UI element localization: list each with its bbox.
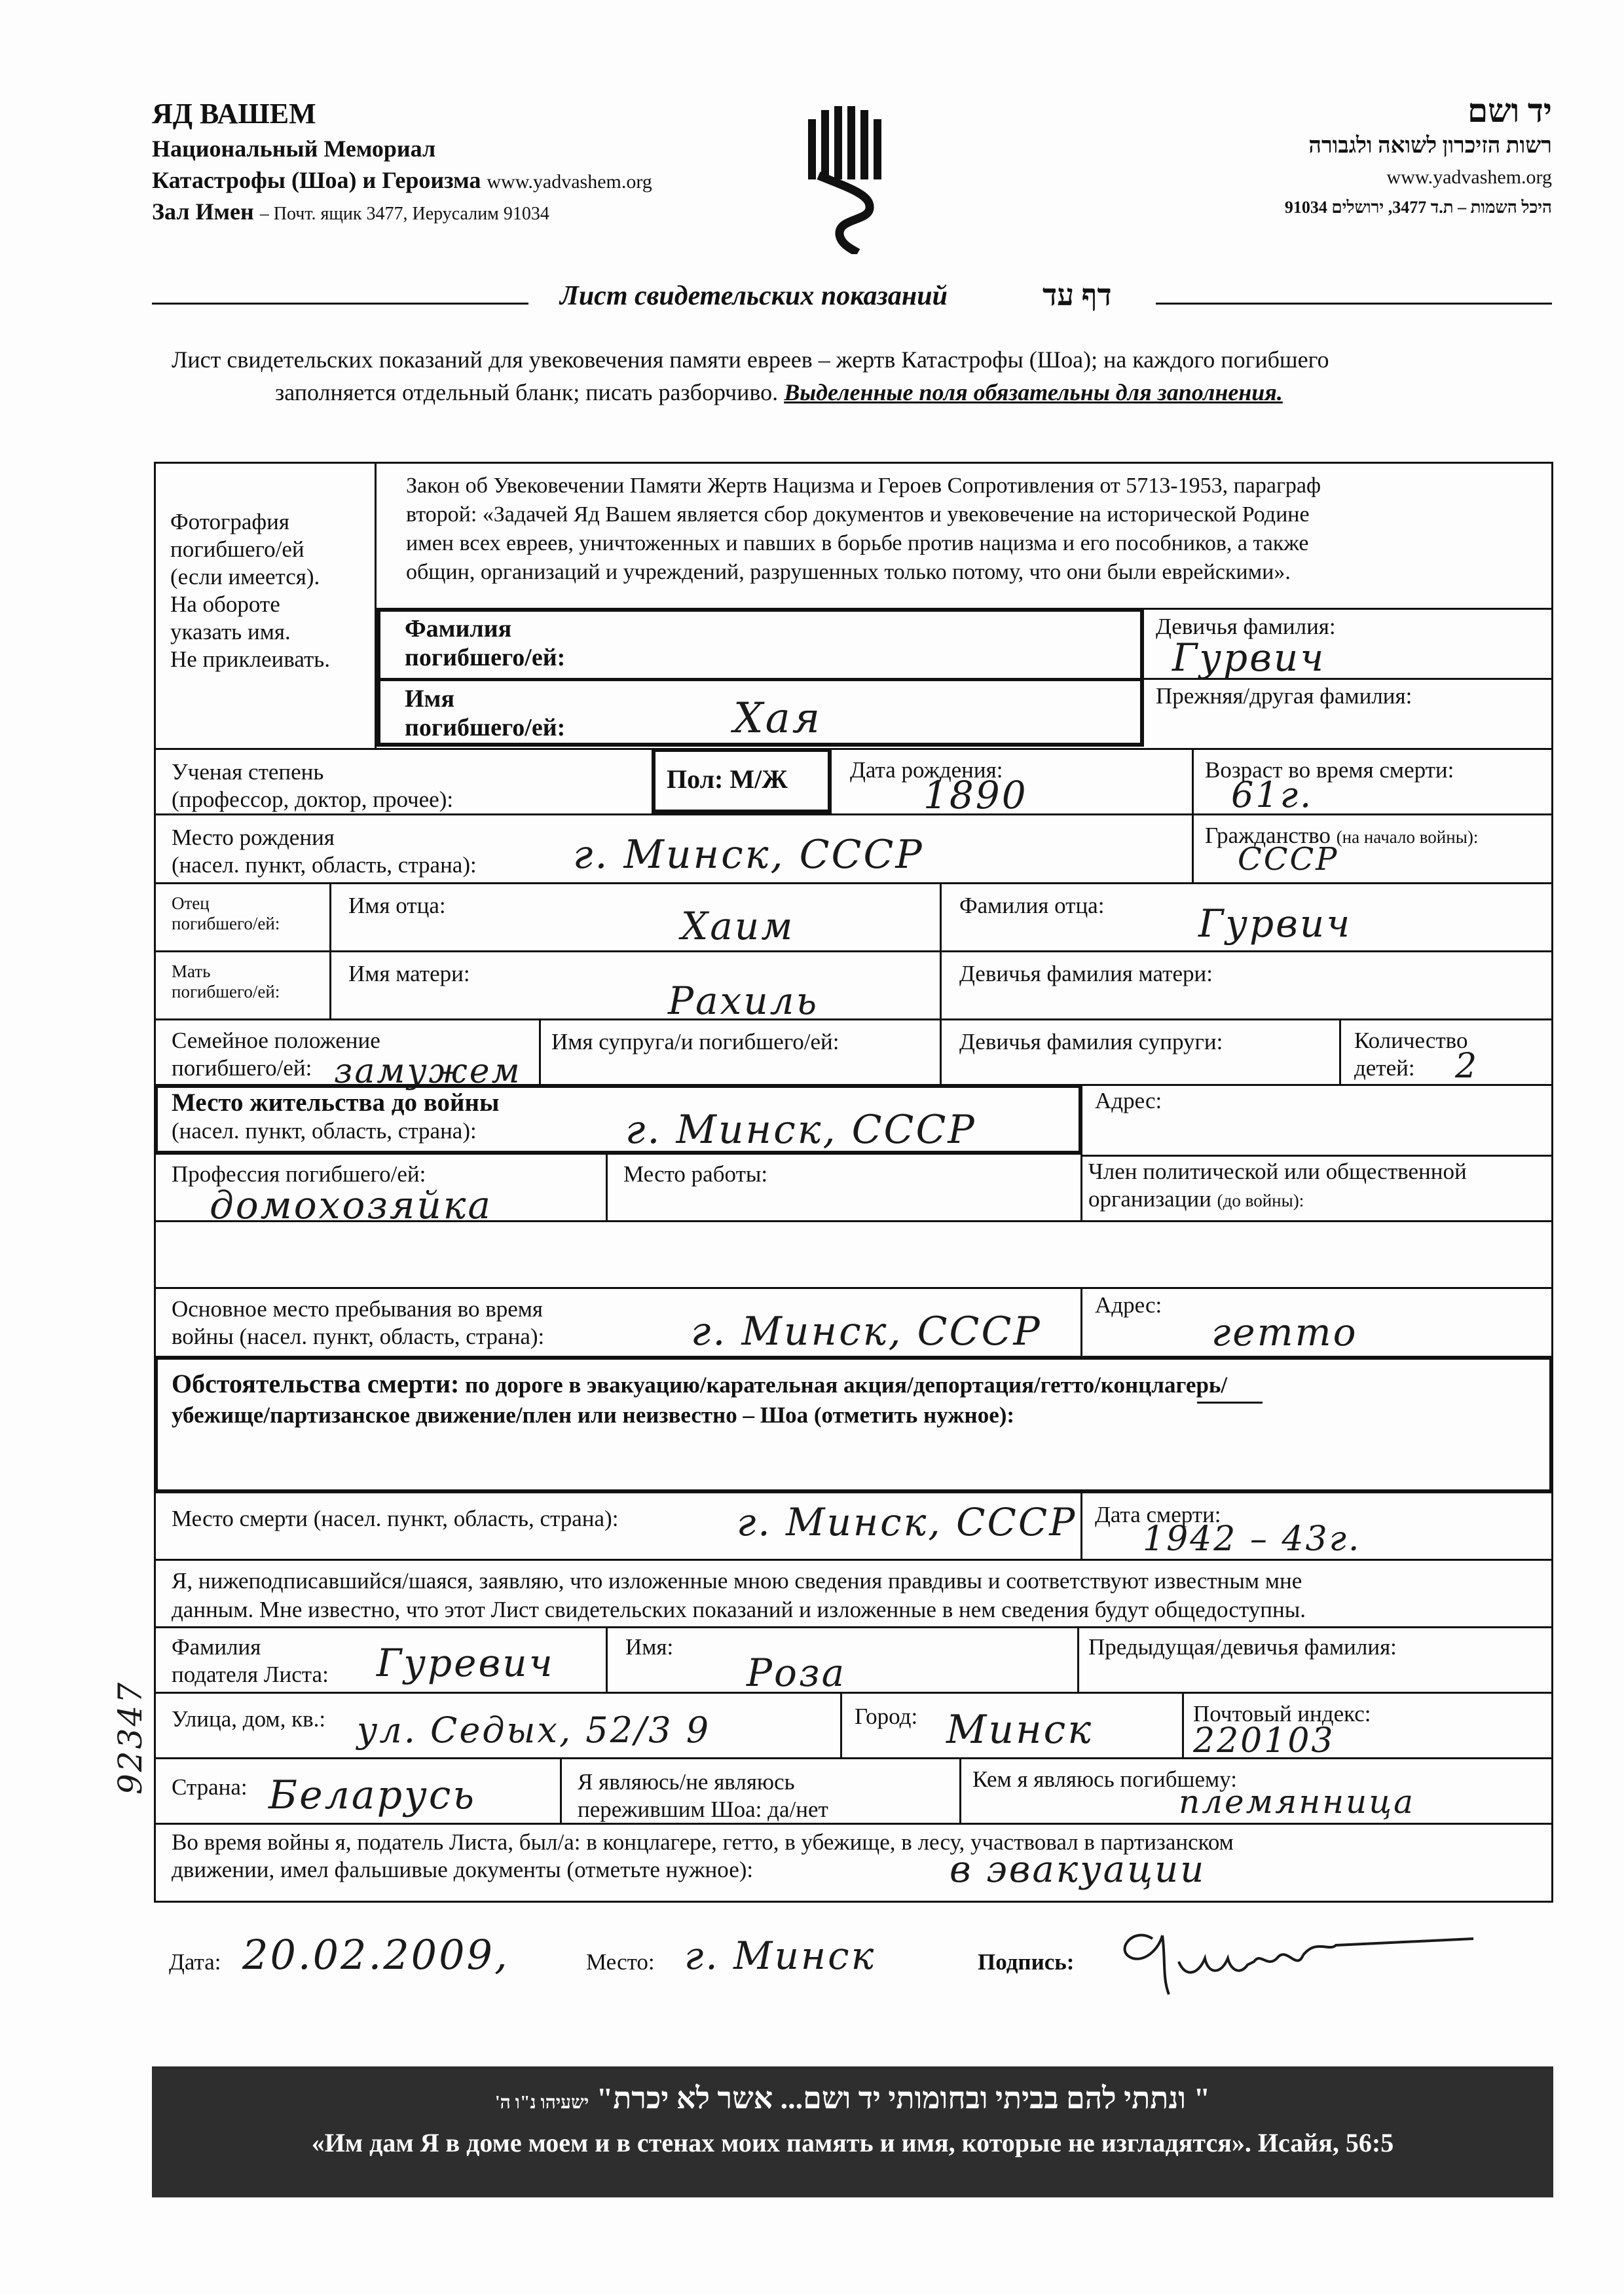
footer-banner <box>152 2066 1553 2197</box>
date-value[interactable]: 20.02.2009, <box>242 1931 509 1979</box>
org-member-label <box>1088 1158 1467 1214</box>
submitter-name-value[interactable]: Роза <box>747 1651 847 1695</box>
intro-required: Выделенные поля обязательны для заполнения. <box>784 379 1283 405</box>
father-name-value[interactable]: Хаим <box>681 904 795 948</box>
signature-label: Подпись: <box>978 1949 1075 1975</box>
residence-address-top <box>1080 1084 1553 1086</box>
spouse-name-label: Имя супруга/и погибшего/ей: <box>551 1029 840 1054</box>
date-label: Дата: <box>169 1949 221 1975</box>
photo-l5: указать имя. <box>170 619 291 644</box>
mother-maiden-label: Девичья фамилия матери: <box>959 961 1213 986</box>
title-rule-right <box>1156 303 1552 305</box>
degree-label-l1: Ученая степень <box>172 759 324 785</box>
website-ru: www.yadvashem.org <box>487 171 652 193</box>
victim-surname-label <box>405 614 565 672</box>
org-member-label-l2: организации <box>1088 1186 1211 1212</box>
birthplace-label-l1: Место рождения <box>172 825 335 850</box>
workplace-label: Место работы: <box>623 1161 768 1187</box>
city-value[interactable]: Минск <box>946 1707 1094 1753</box>
marital-label-l1: Семейное положение <box>172 1028 380 1053</box>
law-text <box>406 472 1545 587</box>
photo-l4: На обороте <box>170 591 280 617</box>
war-place-divider <box>1080 1287 1082 1356</box>
death-place-value[interactable]: г. Минск, СССР <box>737 1500 1077 1544</box>
spouse-maiden-label: Девичья фамилия супруги: <box>959 1029 1223 1054</box>
submitter-prev-surname-label: Предыдущая/девичья фамилия: <box>1088 1634 1397 1660</box>
hall-address-he: היכל השמות – ת.ד 3477, ירושלים 91034 <box>1284 198 1552 217</box>
victim-name-label <box>405 684 565 742</box>
website-he: www.yadvashem.org <box>1386 166 1552 188</box>
sex-label: Пол: М/Ж <box>667 764 788 794</box>
victim-name-label-l2: погибшего/ей: <box>405 714 566 741</box>
city-label: Город: <box>855 1704 918 1729</box>
declaration-l2: данным. Мне известно, что этот Лист свидетельских показаний и изложенные в нем сведения будут общедоступны. <box>172 1597 1306 1622</box>
country-row-top <box>154 1757 1553 1759</box>
citizenship-value[interactable]: СССР <box>1238 841 1339 878</box>
profession-bottom <box>154 1220 1553 1222</box>
org-line2-ru: Национальный Мемориал <box>152 136 436 162</box>
postal-label: Почтовый индекс: <box>1193 1701 1371 1726</box>
sub-prev-divider <box>1077 1626 1079 1692</box>
spouse-divider <box>940 1018 942 1084</box>
row-mother-top <box>154 950 1553 952</box>
row-degree-top <box>154 748 1553 750</box>
residence-label <box>172 1089 499 1145</box>
residence-label-l2: (насел. пункт, область, страна): <box>172 1118 477 1144</box>
marital-divider <box>539 1018 541 1084</box>
victim-name-divider <box>377 678 1144 681</box>
victim-surname-label-l1: Фамилия <box>405 615 512 643</box>
org-line3-ru: Катастрофы (Шоа) и Героизма <box>152 167 481 193</box>
victim-name-label-l1: Имя <box>405 685 454 713</box>
father-row-label <box>172 893 280 934</box>
war-address-label: Адрес: <box>1095 1292 1162 1318</box>
mother-row-label-l2: погибшего/ей: <box>172 982 280 1001</box>
street-value[interactable]: ул. Седых, 52/3 9 <box>357 1709 711 1751</box>
maiden-label: Девичья фамилия: <box>1156 614 1336 639</box>
law-l2: второй: «Задачей Яд Вашем является сбор документов и увековечение на исторической Родине <box>406 502 1310 527</box>
wartime-label-l2: движении, имел фальшивые документы (отметьте нужное): <box>172 1857 754 1882</box>
org-line2-he: רשות הזיכרון לשואה ולגבורה <box>1308 134 1552 158</box>
place-value[interactable]: г. Минск <box>684 1933 876 1978</box>
law-l3: имен всех евреев, уничтоженных и павших в борьбе против нацизма и его пособников, а также <box>406 531 1309 555</box>
row-birthplace-top <box>154 813 1553 815</box>
prev-surname-label: Прежняя/другая фамилия: <box>1156 683 1412 709</box>
profession-value[interactable]: домохозяйка <box>210 1183 492 1227</box>
father-row-label-l2: погибшего/ей: <box>172 914 280 933</box>
submitter-surname-value[interactable]: Гуревич <box>377 1641 555 1685</box>
org-member-label-l1: Член политической или общественной <box>1088 1159 1467 1184</box>
submitter-top <box>154 1626 1553 1628</box>
hall-line-ru <box>152 198 549 225</box>
circumstances-text <box>172 1369 1540 1430</box>
org-name-he: יד ושם <box>1467 92 1552 129</box>
relation-label: Кем я являюсь погибшему: <box>972 1766 1237 1792</box>
survivor-divider <box>560 1757 562 1823</box>
residence-address-label: Адрес: <box>1095 1088 1162 1113</box>
footer-quote-ru: «Им дам Я в доме моем и в стенах моих память и имя, которые не изгладятся». Исайя, 56:5 <box>311 2128 1394 2157</box>
footer-quote-he: " ונתתי להם בביתי ובחומותי יד ושם... אשר לא יכרת" <box>596 2081 1211 2115</box>
dob-age-divider <box>1192 748 1194 813</box>
submitter-surname-label-l1: Фамилия <box>172 1634 261 1660</box>
photo-l3: (если имеется). <box>170 564 320 589</box>
intro-line1: Лист свидетельских показаний для увековечения памяти евреев – жертв Катастрофы (Шоа); на каждого погибшего <box>172 346 1329 373</box>
survivor-options[interactable]: да/нет <box>767 1797 828 1822</box>
profession-label: Профессия погибшего/ей: <box>172 1161 426 1187</box>
circumstances-options-l2: убежище/партизанское движение/плен или неизвестно – Шоа (отметить нужное): <box>172 1402 1015 1428</box>
profession-divider <box>606 1155 608 1220</box>
photo-instructions <box>170 508 367 673</box>
father-row-label-l1: Отец <box>172 893 210 913</box>
signature-mark[interactable] <box>1107 1912 1486 1998</box>
street-row-top <box>154 1692 1553 1694</box>
residence-value[interactable]: г. Минск, СССР <box>625 1107 976 1153</box>
circumstances-options-l1: по дороге в эвакуацию/карательная акция/депортация/гетто/концлагерь/ <box>465 1372 1228 1398</box>
children-value[interactable]: 2 <box>1455 1047 1479 1086</box>
father-surname-label: Фамилия отца: <box>959 893 1105 918</box>
mother-row-label-l1: Мать <box>172 961 211 981</box>
children-divider <box>1339 1018 1341 1084</box>
profession-top-right <box>1080 1155 1553 1157</box>
hall-address-ru: – Почт. ящик 3477, Иерусалим 91034 <box>259 204 549 224</box>
place-label: Место: <box>586 1949 655 1975</box>
form-title-ru: Лист свидетельских показаний <box>560 281 948 311</box>
postal-divider <box>1182 1692 1184 1757</box>
maiden-value[interactable]: Гурвич <box>1172 635 1326 680</box>
country-label: Страна: <box>172 1774 248 1800</box>
law-l1: Закон об Увековечении Памяти Жертв Нацизма и Героев Сопротивления от 5713-1953, параграф <box>406 474 1321 498</box>
survivor-label-l1: Я являюсь/не являюсь <box>578 1769 795 1795</box>
degree-label-l2: (профессор, доктор, прочее): <box>172 787 454 812</box>
street-label: Улица, дом, кв.: <box>172 1706 326 1732</box>
postal-value[interactable]: 220103 <box>1193 1721 1335 1761</box>
father-name-label: Имя отца: <box>348 893 446 918</box>
photo-l6: Не приклеивать. <box>170 646 330 672</box>
father-surname-value[interactable]: Гурвич <box>1198 901 1352 946</box>
wartime-row-top <box>154 1823 1553 1825</box>
residence-label-l1: Место жительства до войны <box>172 1089 500 1117</box>
war-place-label-l2: войны (насел. пункт, область, страна): <box>172 1324 545 1349</box>
victim-name-value[interactable]: Хая <box>733 694 822 743</box>
war-place-label <box>172 1296 544 1351</box>
children-label-l2: детей: <box>1354 1055 1415 1081</box>
circumstances-label: Обстоятельства смерти: <box>172 1369 460 1398</box>
dob-value[interactable]: 1890 <box>923 773 1028 817</box>
intro-line2: заполняется отдельный бланк; писать разборчиво. <box>275 379 779 405</box>
children-label-l1: Количество <box>1354 1028 1468 1053</box>
wartime-value[interactable]: в эвакуации <box>950 1848 1206 1891</box>
submitter-surname-label-l2: подателя Листа: <box>172 1662 329 1687</box>
age-label: Возраст во время смерти: <box>1205 757 1454 783</box>
citizenship-divider <box>1192 813 1194 882</box>
death-date-label: Дата смерти: <box>1095 1502 1221 1527</box>
org-name-ru: ЯД ВАШЕМ <box>152 98 316 130</box>
citizenship-label: Гражданство <box>1205 823 1331 848</box>
photo-l2: погибшего/ей <box>170 536 304 562</box>
dob-label: Дата рождения: <box>850 757 1003 783</box>
submitter-name-label: Имя: <box>625 1634 674 1660</box>
mother-name-value[interactable]: Рахиль <box>668 979 819 1023</box>
row-father-top <box>154 882 1553 884</box>
birthplace-value[interactable]: г. Минск, СССР <box>573 832 924 878</box>
org-member-note: (до войны): <box>1217 1191 1304 1210</box>
degree-label <box>172 758 453 813</box>
war-place-top <box>154 1287 1553 1289</box>
birthplace-label <box>172 824 477 879</box>
ghetto-underline <box>1197 1402 1263 1404</box>
war-address-value[interactable]: гетто <box>1211 1310 1358 1354</box>
marital-value[interactable]: замужем <box>334 1052 522 1091</box>
workplace-divider <box>1080 1155 1082 1220</box>
survivor-label <box>578 1768 828 1823</box>
law-l4: общин, организаций и учреждений, разрушенных только потому, что они были еврейскими». <box>406 560 1291 584</box>
hall-name-ru: Зал Имен <box>152 198 254 225</box>
declaration-top <box>154 1559 1553 1561</box>
footer-quote-he-line <box>152 2081 1553 2116</box>
submitter-surname-label <box>172 1633 329 1689</box>
citizenship-note: (на начало войны): <box>1336 827 1479 847</box>
survivor-label-l2: пережившим Шоа: <box>578 1797 762 1822</box>
mother-name-label: Имя матери: <box>348 961 470 986</box>
birthplace-label-l2: (насел. пункт, область, страна): <box>172 852 477 878</box>
children-label <box>1354 1027 1467 1082</box>
marital-label-l2: погибшего/ей: <box>172 1055 312 1081</box>
victim-surname-label-l2: погибшего/ей: <box>405 644 566 671</box>
death-date-value[interactable]: 1942 – 43г. <box>1143 1520 1361 1559</box>
sub-name-divider <box>606 1626 608 1692</box>
photo-l1: Фотография <box>170 509 289 534</box>
wartime-label-l1: Во время войны я, податель Листа, был/а: в концлагере, гетто, в убежище, в лесу, участвовал в партизанском <box>172 1829 1234 1855</box>
death-divider <box>1080 1493 1082 1559</box>
country-value[interactable]: Беларусь <box>268 1772 477 1818</box>
declaration-l1: Я, нижеподписавшийся/шаяся, заявляю, что изложенные мною сведения правдивы и соответствуют известным мне <box>172 1568 1302 1594</box>
form-title-he: דף עד <box>1043 278 1112 312</box>
yad-vashem-logo <box>799 103 897 254</box>
footer-source-he: ישעיהו נ"ו ה' <box>494 2093 589 2113</box>
row-marital-top <box>154 1018 1553 1020</box>
intro-line2-wrap <box>275 379 1283 406</box>
mother-row-label <box>172 961 280 1002</box>
margin-number: 92347 <box>111 1680 149 1795</box>
declaration-text <box>172 1567 1547 1624</box>
war-place-value[interactable]: г. Минск, СССР <box>691 1309 1042 1354</box>
relation-divider <box>959 1757 961 1823</box>
death-place-label: Место смерти (насел. пункт, область, страна): <box>172 1506 619 1531</box>
wartime-label <box>172 1829 1547 1884</box>
age-value[interactable]: 61г. <box>1231 774 1314 815</box>
city-divider <box>840 1692 842 1757</box>
org-line3-ru-wrap <box>152 166 652 194</box>
relation-value[interactable]: племянница <box>1179 1783 1415 1821</box>
war-place-label-l1: Основное место пребывания во время <box>172 1296 544 1322</box>
title-rule-left <box>152 303 528 305</box>
